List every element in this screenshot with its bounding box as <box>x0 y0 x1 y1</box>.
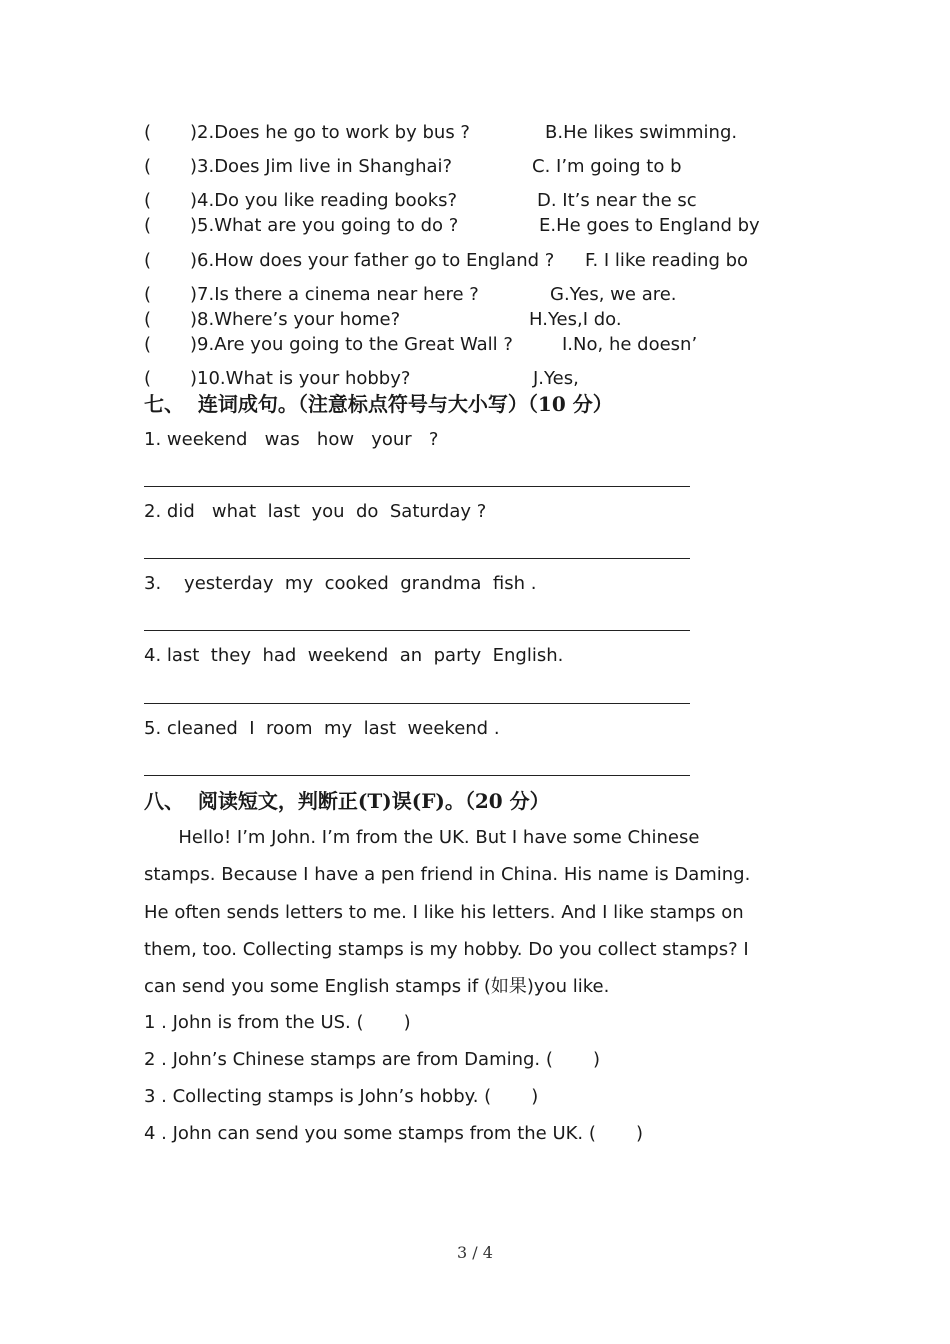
answer-line-4[interactable] <box>144 703 690 704</box>
reading-passage <box>144 819 804 1005</box>
passage-line-2: stamps. Because I have a pen friend in China. His name is Daming. <box>144 864 751 886</box>
sentence-item-2: 2. did what last you do Saturday ? <box>144 501 487 522</box>
answer-option-g: G.Yes, we are. <box>550 284 677 305</box>
question-8: )8.Where’s your home? <box>190 309 401 330</box>
answer-option-b: B.He likes swimming. <box>545 122 738 143</box>
answer-paren-7: ( <box>144 284 152 305</box>
question-10: )10.What is your hobby? <box>190 368 411 389</box>
question-4: )4.Do you like reading books? <box>190 190 458 211</box>
answer-line-1[interactable] <box>144 486 690 487</box>
question-7: )7.Is there a cinema near here ? <box>190 284 479 305</box>
answer-option-f: F. I like reading bo <box>585 250 749 271</box>
tf-question-3: 3 . Collecting stamps is John’s hobby. ( ) <box>144 1086 539 1107</box>
answer-option-e: E.He goes to England by <box>539 215 760 236</box>
answer-paren-3: ( <box>144 156 152 177</box>
section-7-heading: 七、 连词成句。（注意标点符号与大小写）（10 分） <box>144 392 613 416</box>
answer-option-d: D. It’s near the sc <box>537 190 697 211</box>
answer-line-3[interactable] <box>144 630 690 631</box>
answer-option-i: I.No, he doesn’ <box>562 334 698 355</box>
passage-line-1: Hello! I’m John. I’m from the UK. But I have some Chinese <box>144 827 700 848</box>
passage-line-4: them, too. Collecting stamps is my hobby. Do you collect stamps? I <box>144 938 749 960</box>
question-3: )3.Does Jim live in Shanghai? <box>190 156 453 177</box>
answer-paren-9: ( <box>144 334 152 355</box>
answer-option-h: H.Yes,I do. <box>529 309 622 330</box>
passage-line-3: He often sends letters to me. I like his letters. And I like stamps on <box>144 901 744 923</box>
question-2: )2.Does he go to work by bus ? <box>190 122 470 143</box>
sentence-item-5: 5. cleaned I room my last weekend . <box>144 718 500 739</box>
passage-line-5: can send you some English stamps if (如果)you like. <box>144 976 610 998</box>
answer-option-j: J.Yes, <box>533 368 579 389</box>
tf-question-2: 2 . John’s Chinese stamps are from Daming. ( ) <box>144 1049 600 1070</box>
question-9: )9.Are you going to the Great Wall ? <box>190 334 513 355</box>
answer-line-2[interactable] <box>144 558 690 559</box>
sentence-item-1: 1. weekend was how your ? <box>144 429 439 450</box>
answer-line-5[interactable] <box>144 775 690 776</box>
page-number: 3 / 4 <box>457 1243 493 1262</box>
sentence-item-4: 4. last they had weekend an party English. <box>144 645 564 666</box>
answer-paren-5: ( <box>144 215 152 236</box>
question-5: )5.What are you going to do ? <box>190 215 459 236</box>
answer-paren-10: ( <box>144 368 152 389</box>
answer-paren-8: ( <box>144 309 152 330</box>
answer-paren-4: ( <box>144 190 152 211</box>
sentence-item-3: 3. yesterday my cooked grandma fish . <box>144 573 537 594</box>
answer-paren-6: ( <box>144 250 152 271</box>
answer-paren-2: ( <box>144 122 152 143</box>
section-8-heading: 八、 阅读短文，判断正(T)误(F)。（20 分） <box>144 789 550 813</box>
tf-question-4: 4 . John can send you some stamps from the UK. ( ) <box>144 1123 643 1144</box>
tf-question-1: 1 . John is from the US. ( ) <box>144 1012 411 1033</box>
question-6: )6.How does your father go to England ? <box>190 250 555 271</box>
answer-option-c: C. I’m going to b <box>532 156 682 177</box>
